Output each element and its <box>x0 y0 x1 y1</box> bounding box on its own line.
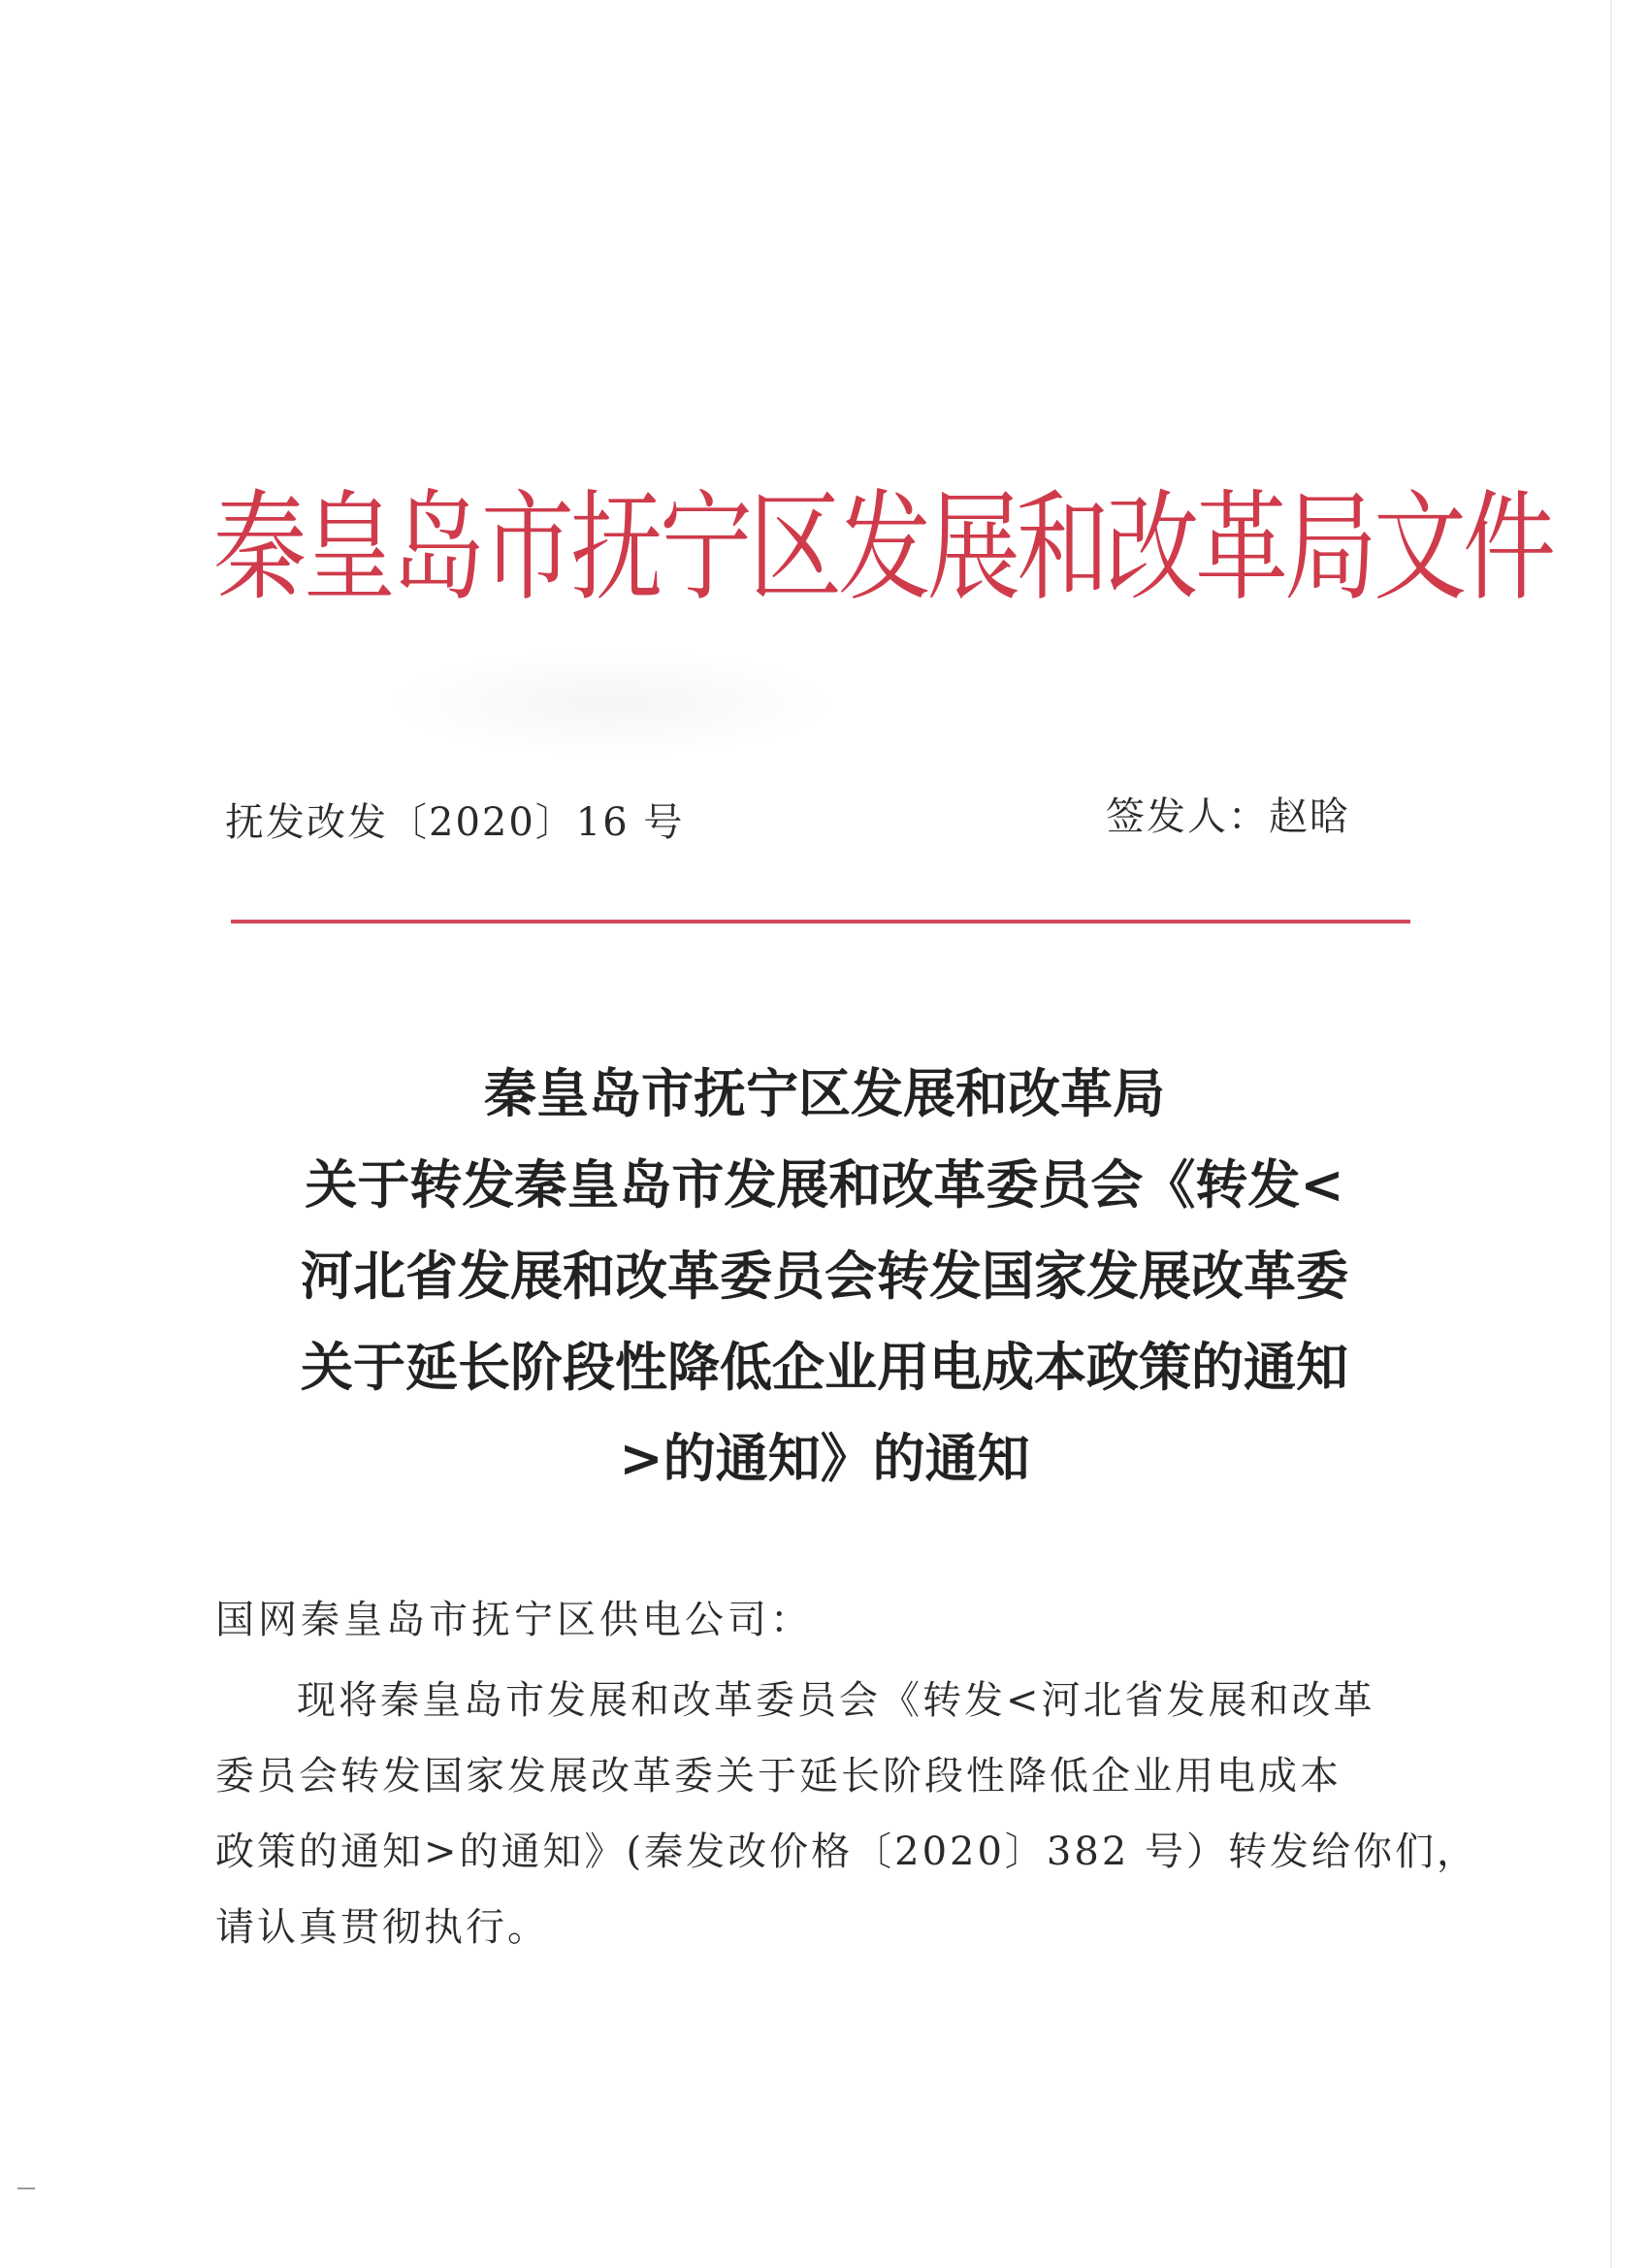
title-line: 河北省发展和改革委员会转发国家发展改革委 <box>301 1245 1348 1307</box>
red-separator-line <box>231 920 1410 923</box>
scan-edge <box>1610 0 1612 2268</box>
scan-mark <box>17 2187 35 2189</box>
title-line: >的通知》的通知 <box>619 1427 1030 1489</box>
faint-stamp-shadow <box>388 650 834 757</box>
document-title <box>194 1048 1455 1504</box>
addressee: 国网秦皇岛市抚宁区供电公司： <box>215 1598 813 1642</box>
signer: 签发人：赵晗 <box>1106 794 1350 839</box>
body-line: 请认真贯彻执行。 <box>215 1905 549 1950</box>
body-line: 现将秦皇岛市发展和改革委员会《转发<河北省发展和改革 <box>297 1678 1375 1723</box>
title-line: 关于延长阶段性降低企业用电成本政策的通知 <box>301 1336 1348 1398</box>
body-paragraph <box>215 1663 1478 1965</box>
title-line: 关于转发秦皇岛市发展和改革委员会《转发< <box>305 1153 1344 1215</box>
document-number: 抚发改发〔2020〕16 号 <box>225 800 685 845</box>
body-line: 委员会转发国家发展改革委关于延长阶段性降低企业用电成本 <box>215 1754 1342 1798</box>
issuer-redhead-title: 秦皇岛市抚宁区发展和改革局文件 <box>213 478 1552 618</box>
title-line: 秦皇岛市抚宁区发展和改革局 <box>484 1062 1165 1124</box>
body-line: 政策的通知>的通知》(秦发改价格〔2020〕382 号）转发给你们， <box>215 1830 1478 1874</box>
